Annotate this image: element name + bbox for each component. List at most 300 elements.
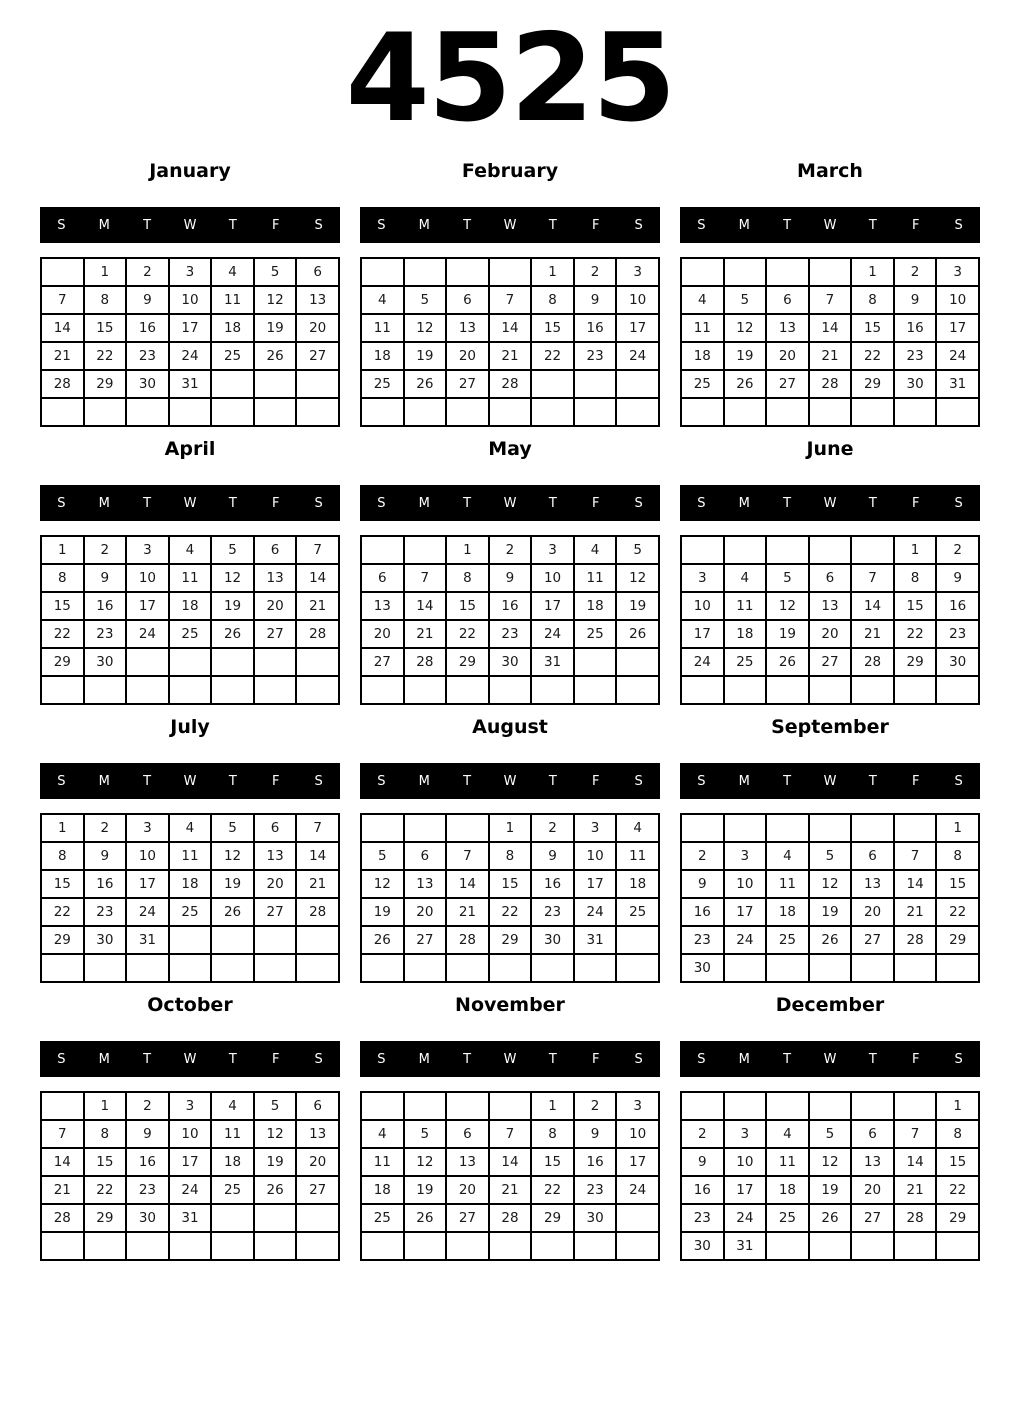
empty-day-cell <box>894 676 937 704</box>
day-cell: 17 <box>681 620 724 648</box>
day-cell: 26 <box>404 370 447 398</box>
empty-day-cell <box>211 954 254 982</box>
month-days-table <box>680 1091 980 1261</box>
day-of-week-label: S <box>57 773 66 789</box>
day-cell: 9 <box>126 286 169 314</box>
empty-day-cell <box>681 398 724 426</box>
empty-day-cell <box>296 954 339 982</box>
day-cell: 10 <box>681 592 724 620</box>
empty-day-cell <box>936 1232 979 1260</box>
empty-day-cell <box>616 954 659 982</box>
day-cell: 23 <box>936 620 979 648</box>
week-row <box>681 1120 979 1148</box>
day-cell: 14 <box>296 564 339 592</box>
week-row <box>41 1176 339 1204</box>
empty-day-cell <box>531 398 574 426</box>
day-cell: 4 <box>574 536 617 564</box>
day-cell: 25 <box>211 1176 254 1204</box>
month-days-table <box>680 813 980 983</box>
empty-day-cell <box>851 1092 894 1120</box>
day-of-week-label: F <box>271 1051 280 1067</box>
week-row <box>681 398 979 426</box>
week-row <box>681 1204 979 1232</box>
day-cell: 5 <box>211 536 254 564</box>
day-cell: 6 <box>296 258 339 286</box>
empty-day-cell <box>616 1232 659 1260</box>
day-cell: 12 <box>724 314 767 342</box>
empty-day-cell <box>126 1232 169 1260</box>
empty-day-cell <box>574 398 617 426</box>
day-cell: 1 <box>851 258 894 286</box>
day-cell: 20 <box>361 620 404 648</box>
week-row <box>361 1148 659 1176</box>
empty-day-cell <box>361 536 404 564</box>
week-row <box>41 814 339 842</box>
day-of-week-header <box>40 207 340 243</box>
day-cell: 19 <box>616 592 659 620</box>
empty-day-cell <box>766 258 809 286</box>
empty-day-cell <box>724 536 767 564</box>
day-cell: 13 <box>809 592 852 620</box>
day-cell: 30 <box>681 954 724 982</box>
day-cell: 23 <box>489 620 532 648</box>
day-cell: 9 <box>681 870 724 898</box>
day-cell: 20 <box>766 342 809 370</box>
week-row <box>41 398 339 426</box>
week-row <box>681 342 979 370</box>
day-cell: 10 <box>616 286 659 314</box>
week-row <box>681 536 979 564</box>
day-cell: 9 <box>489 564 532 592</box>
day-cell: 25 <box>681 370 724 398</box>
day-cell: 12 <box>254 286 297 314</box>
empty-day-cell <box>894 1092 937 1120</box>
day-cell: 26 <box>254 1176 297 1204</box>
day-cell: 18 <box>211 1148 254 1176</box>
day-cell: 14 <box>489 314 532 342</box>
day-of-week-label: W <box>183 217 197 233</box>
week-row <box>681 1092 979 1120</box>
day-of-week-label: M <box>98 495 110 511</box>
empty-day-cell <box>446 1092 489 1120</box>
month-block-june <box>680 436 980 705</box>
day-cell: 14 <box>404 592 447 620</box>
month-days-table <box>360 813 660 983</box>
day-cell: 17 <box>574 870 617 898</box>
day-cell: 19 <box>211 870 254 898</box>
day-cell: 26 <box>361 926 404 954</box>
day-cell: 5 <box>724 286 767 314</box>
week-row <box>361 620 659 648</box>
day-cell: 2 <box>574 1092 617 1120</box>
day-of-week-label: S <box>697 495 706 511</box>
empty-day-cell <box>211 1232 254 1260</box>
day-cell: 14 <box>446 870 489 898</box>
empty-day-cell <box>681 1092 724 1120</box>
day-cell: 21 <box>41 1176 84 1204</box>
day-cell: 28 <box>41 1204 84 1232</box>
day-cell: 8 <box>41 564 84 592</box>
empty-day-cell <box>724 814 767 842</box>
day-cell: 1 <box>489 814 532 842</box>
empty-day-cell <box>766 398 809 426</box>
day-of-week-label: F <box>271 495 280 511</box>
day-cell: 2 <box>489 536 532 564</box>
empty-day-cell <box>724 258 767 286</box>
empty-day-cell <box>169 954 212 982</box>
empty-day-cell <box>361 398 404 426</box>
empty-day-cell <box>296 1204 339 1232</box>
day-cell: 24 <box>169 342 212 370</box>
empty-day-cell <box>616 926 659 954</box>
day-cell: 8 <box>894 564 937 592</box>
day-cell: 16 <box>489 592 532 620</box>
empty-day-cell <box>574 1232 617 1260</box>
empty-day-cell <box>446 814 489 842</box>
day-of-week-label: S <box>954 1051 963 1067</box>
empty-day-cell <box>489 1092 532 1120</box>
day-cell: 25 <box>766 926 809 954</box>
day-cell: 20 <box>296 314 339 342</box>
week-row <box>361 926 659 954</box>
empty-day-cell <box>126 648 169 676</box>
day-cell: 25 <box>361 370 404 398</box>
empty-day-cell <box>84 676 127 704</box>
day-cell: 11 <box>211 1120 254 1148</box>
empty-day-cell <box>851 814 894 842</box>
day-cell: 4 <box>169 814 212 842</box>
day-cell: 11 <box>361 314 404 342</box>
week-row <box>41 620 339 648</box>
day-cell: 21 <box>41 342 84 370</box>
week-row <box>681 1148 979 1176</box>
empty-day-cell <box>616 370 659 398</box>
month-title: June <box>806 438 854 460</box>
day-cell: 30 <box>489 648 532 676</box>
month-title: December <box>775 994 885 1016</box>
day-cell: 13 <box>446 314 489 342</box>
day-cell: 7 <box>489 286 532 314</box>
day-cell: 19 <box>809 898 852 926</box>
week-row <box>361 592 659 620</box>
empty-day-cell <box>489 1232 532 1260</box>
day-cell: 6 <box>296 1092 339 1120</box>
day-cell: 8 <box>531 1120 574 1148</box>
month-block-october <box>40 992 340 1261</box>
day-cell: 18 <box>766 1176 809 1204</box>
week-row <box>681 1232 979 1260</box>
day-of-week-label: S <box>57 495 66 511</box>
day-cell: 5 <box>809 1120 852 1148</box>
day-cell: 3 <box>681 564 724 592</box>
day-cell: 1 <box>84 1092 127 1120</box>
day-of-week-label: M <box>98 773 110 789</box>
day-of-week-label: S <box>57 1051 66 1067</box>
empty-day-cell <box>169 398 212 426</box>
day-of-week-label: M <box>418 773 430 789</box>
day-of-week-header <box>680 763 980 799</box>
day-cell: 23 <box>126 342 169 370</box>
day-cell: 11 <box>574 564 617 592</box>
day-cell: 19 <box>766 620 809 648</box>
day-cell: 28 <box>489 1204 532 1232</box>
day-cell: 25 <box>616 898 659 926</box>
day-cell: 31 <box>126 926 169 954</box>
day-of-week-label: M <box>418 217 430 233</box>
week-row <box>41 648 339 676</box>
day-cell: 21 <box>809 342 852 370</box>
day-of-week-label: W <box>503 217 517 233</box>
day-cell: 10 <box>936 286 979 314</box>
day-cell: 24 <box>681 648 724 676</box>
day-cell: 28 <box>446 926 489 954</box>
week-row <box>361 1092 659 1120</box>
empty-day-cell <box>489 258 532 286</box>
day-of-week-label: M <box>418 1051 430 1067</box>
day-cell: 23 <box>681 926 724 954</box>
day-cell: 26 <box>766 648 809 676</box>
day-cell: 12 <box>766 592 809 620</box>
day-cell: 26 <box>809 1204 852 1232</box>
day-cell: 15 <box>894 592 937 620</box>
day-cell: 8 <box>41 842 84 870</box>
day-cell: 17 <box>724 898 767 926</box>
day-of-week-label: T <box>868 1051 877 1067</box>
day-cell: 13 <box>766 314 809 342</box>
day-cell: 17 <box>724 1176 767 1204</box>
week-row <box>681 592 979 620</box>
day-cell: 17 <box>616 1148 659 1176</box>
day-cell: 31 <box>531 648 574 676</box>
week-row <box>41 676 339 704</box>
day-cell: 29 <box>851 370 894 398</box>
week-row <box>41 286 339 314</box>
day-cell: 30 <box>84 648 127 676</box>
day-of-week-label: S <box>314 495 323 511</box>
day-of-week-label: M <box>98 1051 110 1067</box>
day-of-week-label: T <box>783 1051 792 1067</box>
empty-day-cell <box>574 954 617 982</box>
day-cell: 4 <box>724 564 767 592</box>
week-row <box>681 870 979 898</box>
day-cell: 16 <box>681 1176 724 1204</box>
day-cell: 24 <box>126 620 169 648</box>
month-title: October <box>147 994 233 1016</box>
empty-day-cell <box>126 398 169 426</box>
day-cell: 10 <box>169 286 212 314</box>
day-cell: 13 <box>254 842 297 870</box>
day-cell: 5 <box>361 842 404 870</box>
day-cell: 15 <box>531 314 574 342</box>
day-of-week-label: F <box>911 217 920 233</box>
day-cell: 2 <box>681 842 724 870</box>
empty-day-cell <box>489 676 532 704</box>
empty-day-cell <box>681 536 724 564</box>
day-cell: 29 <box>531 1204 574 1232</box>
day-cell: 8 <box>851 286 894 314</box>
day-cell: 1 <box>531 1092 574 1120</box>
empty-day-cell <box>254 370 297 398</box>
day-cell: 17 <box>616 314 659 342</box>
day-cell: 24 <box>724 1204 767 1232</box>
empty-day-cell <box>446 1232 489 1260</box>
day-cell: 20 <box>254 870 297 898</box>
day-cell: 16 <box>84 870 127 898</box>
empty-day-cell <box>211 926 254 954</box>
empty-day-cell <box>809 536 852 564</box>
day-cell: 28 <box>809 370 852 398</box>
day-of-week-label: S <box>697 773 706 789</box>
day-of-week-label: F <box>591 217 600 233</box>
day-cell: 17 <box>126 592 169 620</box>
day-cell: 29 <box>84 1204 127 1232</box>
day-cell: 1 <box>531 258 574 286</box>
day-of-week-label: S <box>377 495 386 511</box>
empty-day-cell <box>574 676 617 704</box>
day-cell: 9 <box>531 842 574 870</box>
day-cell: 27 <box>446 370 489 398</box>
day-of-week-label: S <box>314 217 323 233</box>
day-cell: 11 <box>169 564 212 592</box>
day-of-week-label: S <box>314 773 323 789</box>
empty-day-cell <box>361 954 404 982</box>
empty-day-cell <box>531 370 574 398</box>
empty-day-cell <box>41 398 84 426</box>
empty-day-cell <box>809 954 852 982</box>
empty-day-cell <box>211 398 254 426</box>
day-cell: 7 <box>41 1120 84 1148</box>
day-cell: 3 <box>169 1092 212 1120</box>
week-row <box>41 926 339 954</box>
day-cell: 3 <box>574 814 617 842</box>
day-cell: 5 <box>254 1092 297 1120</box>
empty-day-cell <box>254 926 297 954</box>
empty-day-cell <box>41 954 84 982</box>
day-cell: 23 <box>84 898 127 926</box>
day-cell: 29 <box>84 370 127 398</box>
day-cell: 20 <box>446 342 489 370</box>
day-cell: 21 <box>489 1176 532 1204</box>
day-cell: 22 <box>936 898 979 926</box>
empty-day-cell <box>84 398 127 426</box>
empty-day-cell <box>809 676 852 704</box>
day-of-week-label: W <box>183 1051 197 1067</box>
day-cell: 24 <box>126 898 169 926</box>
empty-day-cell <box>894 814 937 842</box>
empty-day-cell <box>766 814 809 842</box>
day-of-week-label: T <box>868 773 877 789</box>
day-of-week-label: T <box>783 773 792 789</box>
day-of-week-label: T <box>783 217 792 233</box>
day-cell: 18 <box>766 898 809 926</box>
empty-day-cell <box>41 258 84 286</box>
day-cell: 8 <box>446 564 489 592</box>
empty-day-cell <box>724 398 767 426</box>
day-cell: 13 <box>296 1120 339 1148</box>
day-cell: 26 <box>254 342 297 370</box>
day-of-week-header <box>40 1041 340 1077</box>
month-block-february <box>360 158 660 427</box>
year-title: 4525 <box>345 8 675 149</box>
day-cell: 26 <box>616 620 659 648</box>
day-cell: 10 <box>126 842 169 870</box>
day-cell: 10 <box>169 1120 212 1148</box>
day-cell: 6 <box>446 286 489 314</box>
day-cell: 10 <box>126 564 169 592</box>
week-row <box>361 258 659 286</box>
day-cell: 3 <box>126 814 169 842</box>
day-cell: 8 <box>936 1120 979 1148</box>
day-cell: 13 <box>851 1148 894 1176</box>
day-of-week-label: T <box>228 1051 237 1067</box>
empty-day-cell <box>681 676 724 704</box>
day-of-week-header <box>680 485 980 521</box>
day-cell: 6 <box>254 536 297 564</box>
day-cell: 15 <box>84 1148 127 1176</box>
week-row <box>361 1232 659 1260</box>
day-cell: 20 <box>254 592 297 620</box>
week-row <box>681 954 979 982</box>
day-cell: 15 <box>531 1148 574 1176</box>
empty-day-cell <box>404 954 447 982</box>
day-cell: 28 <box>894 926 937 954</box>
day-cell: 8 <box>84 1120 127 1148</box>
empty-day-cell <box>851 1232 894 1260</box>
day-of-week-label: T <box>783 495 792 511</box>
day-cell: 30 <box>894 370 937 398</box>
empty-day-cell <box>616 676 659 704</box>
day-cell: 15 <box>446 592 489 620</box>
day-cell: 27 <box>851 1204 894 1232</box>
day-of-week-label: M <box>98 217 110 233</box>
day-cell: 30 <box>574 1204 617 1232</box>
week-row <box>361 898 659 926</box>
day-of-week-label: T <box>143 1051 152 1067</box>
day-cell: 29 <box>894 648 937 676</box>
day-cell: 31 <box>574 926 617 954</box>
day-cell: 20 <box>296 1148 339 1176</box>
day-of-week-label: F <box>911 1051 920 1067</box>
empty-day-cell <box>254 398 297 426</box>
empty-day-cell <box>851 398 894 426</box>
day-cell: 31 <box>169 370 212 398</box>
day-of-week-label: T <box>548 495 557 511</box>
month-title: May <box>488 438 532 460</box>
day-cell: 25 <box>169 620 212 648</box>
day-cell: 10 <box>616 1120 659 1148</box>
day-cell: 10 <box>531 564 574 592</box>
day-cell: 16 <box>574 314 617 342</box>
day-cell: 21 <box>296 870 339 898</box>
day-cell: 29 <box>936 926 979 954</box>
day-of-week-label: T <box>228 773 237 789</box>
day-of-week-label: W <box>183 773 197 789</box>
week-row <box>41 1120 339 1148</box>
day-cell: 20 <box>404 898 447 926</box>
day-cell: 2 <box>126 1092 169 1120</box>
day-cell: 13 <box>446 1148 489 1176</box>
day-cell: 27 <box>446 1204 489 1232</box>
week-row <box>41 536 339 564</box>
empty-day-cell <box>126 954 169 982</box>
day-cell: 13 <box>404 870 447 898</box>
week-row <box>41 314 339 342</box>
day-cell: 27 <box>766 370 809 398</box>
day-cell: 29 <box>41 926 84 954</box>
day-cell: 1 <box>84 258 127 286</box>
day-cell: 3 <box>724 1120 767 1148</box>
day-cell: 1 <box>894 536 937 564</box>
